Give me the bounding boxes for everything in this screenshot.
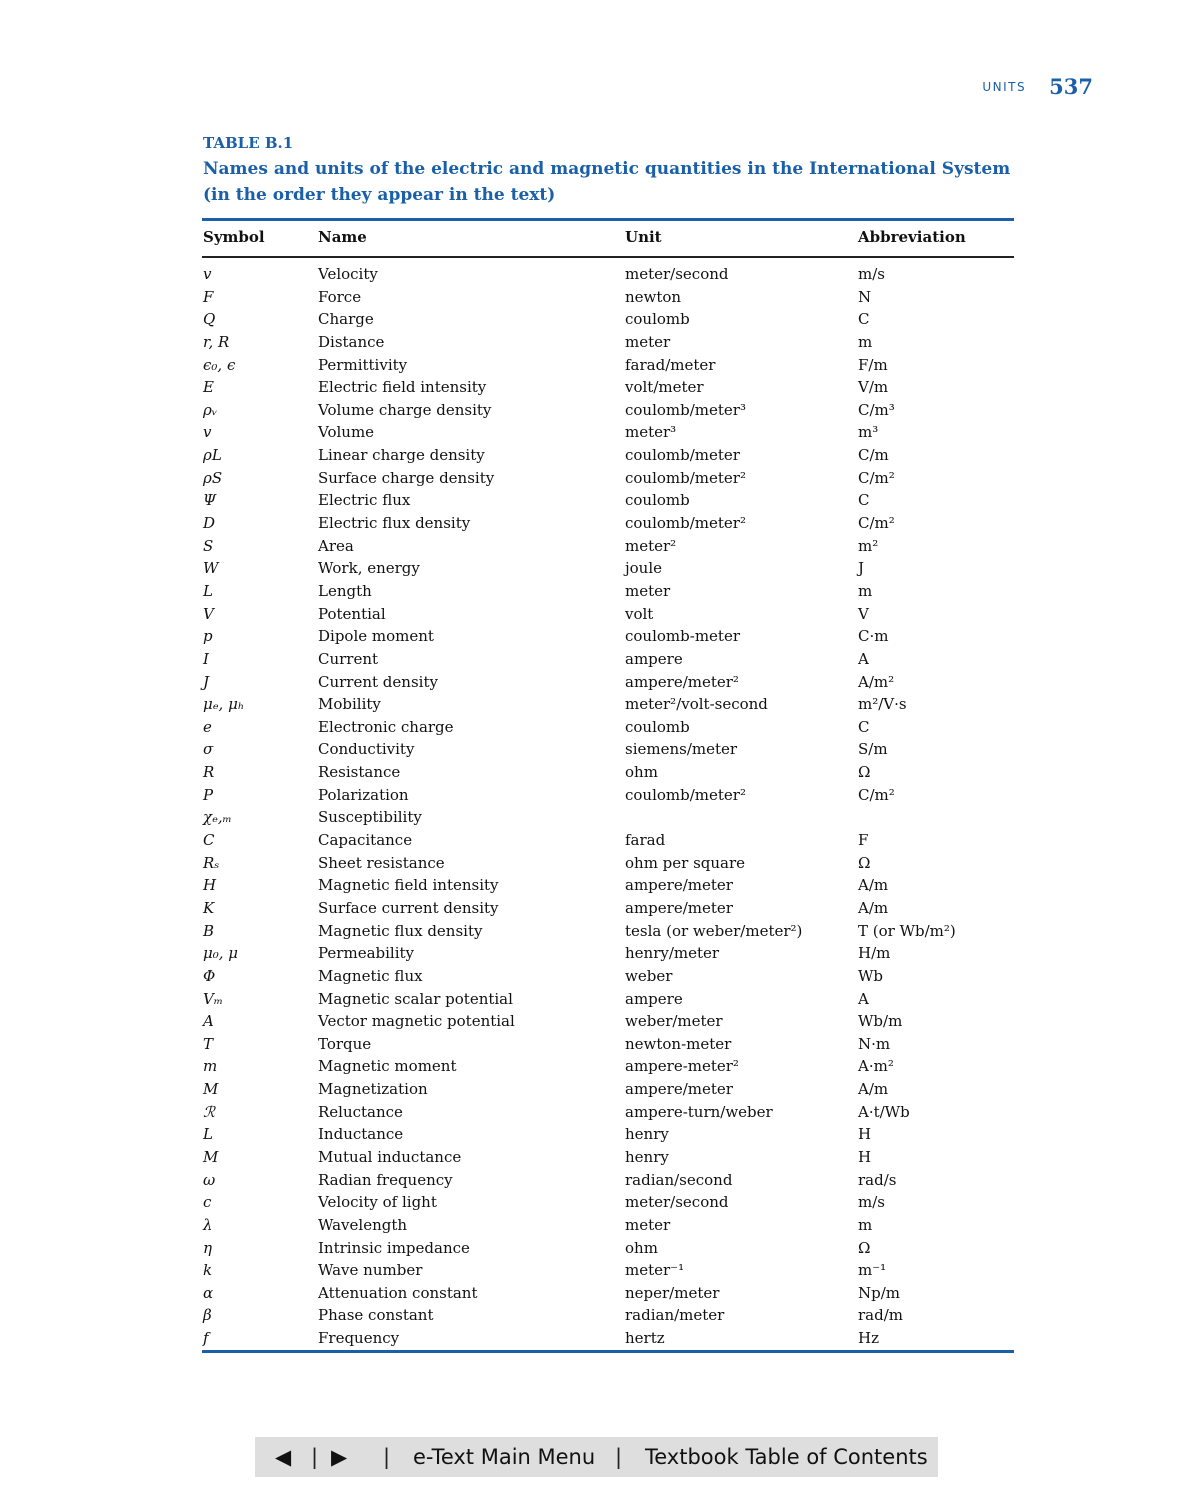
name-cell: Surface charge density	[318, 468, 495, 487]
symbol-cell: Rₛ	[203, 853, 220, 872]
symbol-cell: σ	[203, 740, 214, 759]
abbreviation-cell: Hz	[858, 1329, 879, 1348]
unit-cell: ohm	[625, 763, 658, 782]
symbol-cell: C	[203, 831, 215, 850]
abbreviation-cell: A·m²	[858, 1057, 894, 1076]
name-cell: Reluctance	[318, 1102, 403, 1121]
name-cell: Force	[318, 287, 362, 306]
symbol-cell: η	[203, 1238, 212, 1257]
name-cell: Magnetic field intensity	[318, 876, 499, 895]
name-cell: Magnetization	[318, 1080, 428, 1099]
table-row	[0, 694, 1200, 717]
next-page-icon[interactable]: ▶	[331, 1445, 348, 1469]
symbol-cell: μ₀, μ	[203, 944, 239, 963]
abbreviation-cell: T (or Wb/m²)	[858, 921, 956, 940]
table-caption: Names and units of the electric and magnetic quantities in the International System (in the order they appear in the text)	[203, 159, 1011, 205]
name-cell: Susceptibility	[318, 808, 422, 827]
symbol-cell: ℛ	[203, 1102, 215, 1121]
nav-separator: |	[383, 1445, 391, 1469]
name-cell: Volume charge density	[318, 400, 492, 419]
table-row	[0, 830, 1200, 853]
unit-cell: coulomb	[625, 491, 690, 510]
symbol-cell: Ψ	[203, 491, 217, 510]
name-cell: Velocity of light	[318, 1193, 437, 1212]
unit-cell: coulomb/meter³	[625, 400, 746, 419]
abbreviation-cell: A/m	[858, 876, 889, 895]
name-cell: Magnetic scalar potential	[318, 989, 513, 1008]
unit-cell: coulomb/meter²	[625, 468, 746, 487]
abbreviation-cell: J	[858, 559, 865, 578]
unit-cell: coulomb	[625, 310, 690, 329]
column-header-abbreviation: Abbreviation	[858, 228, 966, 246]
unit-cell: ampere	[625, 649, 683, 668]
unit-cell: radian/second	[625, 1170, 733, 1189]
column-header-symbol: Symbol	[203, 228, 265, 246]
table-row	[0, 287, 1200, 310]
name-cell: Distance	[318, 332, 385, 351]
table-row	[0, 943, 1200, 966]
unit-cell: weber	[625, 966, 673, 985]
name-cell: Permittivity	[318, 355, 408, 374]
unit-cell: neper/meter	[625, 1283, 720, 1302]
table-row	[0, 536, 1200, 559]
table-row	[0, 1011, 1200, 1034]
abbreviation-cell: Ω	[858, 853, 871, 872]
symbol-cell: H	[203, 876, 217, 895]
symbol-cell: J	[203, 672, 210, 691]
table-row	[0, 1305, 1200, 1328]
table-row	[0, 332, 1200, 355]
abbreviation-cell: V	[858, 604, 869, 623]
name-cell: Current	[318, 649, 379, 668]
column-header-name: Name	[318, 228, 367, 246]
symbol-cell: e	[203, 717, 212, 736]
unit-cell: meter²	[625, 536, 677, 555]
table-row	[0, 807, 1200, 830]
unit-cell: ohm per square	[625, 853, 746, 872]
navigation-bar	[255, 1437, 938, 1477]
abbreviation-cell: A/m	[858, 1080, 889, 1099]
abbreviation-cell: C·m	[858, 627, 889, 646]
symbol-cell: K	[203, 898, 215, 917]
abbreviation-cell: A	[858, 649, 869, 668]
symbol-cell: k	[203, 1261, 213, 1280]
name-cell: Dipole moment	[318, 627, 434, 646]
name-cell: Surface current density	[318, 898, 499, 917]
table-header-row	[0, 228, 1200, 250]
abbreviation-cell: C	[858, 717, 870, 736]
unit-cell: henry	[625, 1125, 669, 1144]
symbol-cell: A	[203, 1012, 214, 1031]
symbol-cell: L	[203, 581, 213, 600]
symbol-cell: P	[203, 785, 214, 804]
symbol-cell: T	[203, 1034, 214, 1053]
unit-cell: meter³	[625, 423, 677, 442]
symbol-cell: M	[203, 1080, 219, 1099]
abbreviation-cell: C/m²	[858, 468, 895, 487]
abbreviation-cell: Wb/m	[858, 1012, 903, 1031]
symbol-cell: λ	[203, 1215, 213, 1234]
nav-separator: |	[311, 1445, 319, 1469]
unit-cell: meter	[625, 1215, 671, 1234]
table-row	[0, 1238, 1200, 1261]
table-row	[0, 1215, 1200, 1238]
etext-main-menu-link[interactable]: e-Text Main Menu	[413, 1445, 596, 1469]
table-row	[0, 513, 1200, 536]
unit-cell: siemens/meter	[625, 740, 738, 759]
unit-cell: meter/second	[625, 265, 729, 283]
abbreviation-cell: A·t/Wb	[858, 1102, 910, 1121]
abbreviation-cell: H	[858, 1147, 872, 1166]
abbreviation-cell: S/m	[858, 740, 888, 759]
name-cell: Polarization	[318, 785, 409, 804]
table-row	[0, 1079, 1200, 1102]
abbreviation-cell: m	[858, 332, 873, 351]
unit-cell: weber/meter	[625, 1012, 723, 1031]
table-row	[0, 626, 1200, 649]
abbreviation-cell: m³	[858, 423, 879, 442]
table-row	[0, 445, 1200, 468]
name-cell: Sheet resistance	[318, 853, 445, 872]
table-row	[0, 1034, 1200, 1057]
symbol-cell: β	[203, 1306, 212, 1325]
abbreviation-cell: C/m³	[858, 400, 895, 419]
table-row	[0, 898, 1200, 921]
symbol-cell: ω	[203, 1170, 216, 1189]
unit-cell: ohm	[625, 1238, 658, 1257]
name-cell: Frequency	[318, 1329, 400, 1348]
symbol-cell: Φ	[203, 966, 216, 985]
table-body	[0, 264, 1200, 1351]
table-row	[0, 1260, 1200, 1283]
abbreviation-cell: H	[858, 1125, 872, 1144]
unit-cell: ampere/meter	[625, 1080, 733, 1099]
column-header-unit: Unit	[625, 228, 662, 246]
symbol-cell: χₑ,ₘ	[203, 808, 232, 827]
name-cell: Mobility	[318, 695, 381, 714]
unit-cell: ampere	[625, 989, 683, 1008]
symbol-cell: ϵ₀, ϵ	[203, 355, 236, 374]
table-label: TABLE B.1	[203, 134, 294, 152]
symbol-cell: M	[203, 1147, 219, 1166]
abbreviation-cell: m/s	[858, 265, 885, 283]
symbol-cell: v	[203, 423, 212, 442]
table-row	[0, 989, 1200, 1012]
abbreviation-cell: C/m²	[858, 785, 895, 804]
table-row	[0, 490, 1200, 513]
abbreviation-cell: N	[858, 287, 872, 306]
unit-cell: meter²/volt-second	[625, 695, 768, 714]
table-row	[0, 264, 1200, 287]
table-row	[0, 762, 1200, 785]
table-row	[0, 468, 1200, 491]
name-cell: Inductance	[318, 1125, 404, 1144]
table-row	[0, 400, 1200, 423]
table-row	[0, 309, 1200, 332]
unit-cell: farad	[625, 831, 666, 850]
name-cell: Permeability	[318, 944, 415, 963]
symbol-cell: ρL	[203, 446, 222, 465]
table-row	[0, 921, 1200, 944]
abbreviation-cell: m⁻¹	[858, 1261, 887, 1280]
abbreviation-cell: rad/s	[858, 1170, 897, 1189]
unit-cell: ampere-meter²	[625, 1057, 739, 1076]
abbreviation-cell: C	[858, 491, 870, 510]
table-row	[0, 785, 1200, 808]
unit-cell: ampere/meter²	[625, 672, 739, 691]
name-cell: Velocity	[318, 265, 378, 283]
symbol-cell: Vₘ	[203, 989, 224, 1008]
abbreviation-cell: A	[858, 989, 869, 1008]
name-cell: Electronic charge	[318, 717, 454, 736]
symbol-cell: R	[203, 763, 215, 782]
table-row	[0, 422, 1200, 445]
name-cell: Radian frequency	[318, 1170, 453, 1189]
symbol-cell: D	[203, 514, 216, 533]
table-row	[0, 604, 1200, 627]
abbreviation-cell: m	[858, 581, 873, 600]
unit-cell: newton-meter	[625, 1034, 732, 1053]
abbreviation-cell: rad/m	[858, 1306, 903, 1325]
name-cell: Resistance	[318, 763, 401, 782]
table-top-rule	[202, 218, 1014, 221]
name-cell: Current density	[318, 672, 438, 691]
abbreviation-cell: m²	[858, 536, 879, 555]
abbreviation-cell: C/m²	[858, 514, 895, 533]
abbreviation-cell: C/m	[858, 446, 889, 465]
name-cell: Area	[318, 536, 354, 555]
unit-cell: meter	[625, 332, 671, 351]
unit-cell: joule	[625, 559, 663, 578]
table-bottom-rule	[202, 1350, 1014, 1353]
name-cell: Length	[318, 581, 372, 600]
table-row	[0, 1170, 1200, 1193]
symbol-cell: m	[203, 1057, 218, 1076]
running-head: UNITS	[982, 80, 1027, 94]
symbol-cell: r, R	[203, 332, 230, 351]
symbol-cell: I	[203, 649, 209, 668]
nav-separator: |	[615, 1445, 623, 1469]
table-row	[0, 1283, 1200, 1306]
previous-page-icon[interactable]: ◀	[275, 1445, 292, 1469]
symbol-cell: S	[203, 536, 214, 555]
symbol-cell: Q	[203, 310, 216, 329]
unit-cell: ampere/meter	[625, 898, 733, 917]
table-row	[0, 1192, 1200, 1215]
unit-cell: henry/meter	[625, 944, 720, 963]
abbreviation-cell: N·m	[858, 1034, 891, 1053]
abbreviation-cell: C	[858, 310, 870, 329]
unit-cell: hertz	[625, 1329, 665, 1348]
table-row	[0, 1147, 1200, 1170]
name-cell: Vector magnetic potential	[318, 1012, 515, 1031]
table-row	[0, 717, 1200, 740]
unit-cell: tesla (or weber/meter²)	[625, 921, 803, 940]
table-row	[0, 1102, 1200, 1125]
unit-cell: radian/meter	[625, 1306, 725, 1325]
unit-cell: meter	[625, 581, 671, 600]
name-cell: Charge	[318, 310, 374, 329]
table-row	[0, 875, 1200, 898]
name-cell: Potential	[318, 604, 386, 623]
table-header-rule	[202, 256, 1014, 258]
name-cell: Wavelength	[318, 1215, 408, 1234]
name-cell: Electric field intensity	[318, 378, 487, 397]
name-cell: Attenuation constant	[318, 1283, 478, 1302]
abbreviation-cell: Np/m	[858, 1283, 901, 1302]
symbol-cell: p	[203, 627, 213, 646]
symbol-cell: F	[203, 287, 214, 306]
unit-cell: meter⁻¹	[625, 1261, 685, 1280]
unit-cell: coulomb	[625, 717, 690, 736]
table-row	[0, 853, 1200, 876]
name-cell: Phase constant	[318, 1306, 434, 1325]
unit-cell: meter/second	[625, 1193, 729, 1212]
symbol-cell: E	[203, 378, 214, 397]
unit-cell: coulomb/meter	[625, 446, 740, 465]
name-cell: Magnetic moment	[318, 1057, 457, 1076]
abbreviation-cell: H/m	[858, 944, 891, 963]
unit-cell: ampere/meter	[625, 876, 733, 895]
name-cell: Volume	[318, 423, 375, 442]
abbreviation-cell: A/m	[858, 898, 889, 917]
name-cell: Capacitance	[318, 831, 413, 850]
name-cell: Intrinsic impedance	[318, 1238, 470, 1257]
unit-cell: volt	[625, 604, 654, 623]
table-row	[0, 739, 1200, 762]
abbreviation-cell: Wb	[858, 966, 884, 985]
abbreviation-cell: A/m²	[858, 672, 895, 691]
abbreviation-cell: F	[858, 831, 869, 850]
table-row	[0, 377, 1200, 400]
table-row	[0, 1056, 1200, 1079]
name-cell: Magnetic flux density	[318, 921, 483, 940]
abbreviation-cell: m	[858, 1215, 873, 1234]
unit-cell: henry	[625, 1147, 669, 1166]
unit-cell: newton	[625, 287, 682, 306]
name-cell: Mutual inductance	[318, 1147, 462, 1166]
page-header	[982, 74, 1093, 99]
table-of-contents-link[interactable]: Textbook Table of Contents	[645, 1445, 928, 1469]
symbol-cell: c	[203, 1193, 212, 1212]
table-row	[0, 1124, 1200, 1147]
table-row	[0, 966, 1200, 989]
unit-cell: coulomb-meter	[625, 627, 740, 646]
table-row	[0, 581, 1200, 604]
unit-cell: volt/meter	[625, 378, 704, 397]
unit-cell: coulomb/meter²	[625, 785, 746, 804]
name-cell: Electric flux	[318, 491, 411, 510]
table-row	[0, 672, 1200, 695]
table-row	[0, 649, 1200, 672]
unit-cell: ampere-turn/weber	[625, 1102, 773, 1121]
symbol-cell: ρS	[203, 468, 223, 487]
table-row	[0, 1328, 1200, 1351]
abbreviation-cell: m/s	[858, 1193, 885, 1212]
name-cell: Wave number	[318, 1261, 423, 1280]
symbol-cell: V	[203, 604, 214, 623]
symbol-cell: α	[203, 1283, 214, 1302]
name-cell: Electric flux density	[318, 514, 471, 533]
name-cell: Conductivity	[318, 740, 415, 759]
unit-cell: farad/meter	[625, 355, 716, 374]
name-cell: Magnetic flux	[318, 966, 423, 985]
unit-cell: coulomb/meter²	[625, 514, 746, 533]
table-row	[0, 355, 1200, 378]
abbreviation-cell: V/m	[858, 378, 889, 397]
abbreviation-cell: m²/V·s	[858, 695, 907, 714]
abbreviation-cell: F/m	[858, 355, 888, 374]
symbol-cell: f	[203, 1329, 209, 1348]
symbol-cell: W	[203, 559, 219, 578]
name-cell: Linear charge density	[318, 446, 485, 465]
table-row	[0, 558, 1200, 581]
symbol-cell: B	[203, 921, 215, 940]
symbol-cell: L	[203, 1125, 213, 1144]
abbreviation-cell: Ω	[858, 1238, 871, 1257]
abbreviation-cell: Ω	[858, 763, 871, 782]
name-cell: Torque	[318, 1034, 372, 1053]
page-number: 537	[1049, 74, 1093, 99]
symbol-cell: ρᵥ	[203, 400, 218, 419]
symbol-cell: v	[203, 265, 212, 283]
name-cell: Work, energy	[318, 559, 420, 578]
symbol-cell: μₑ, μₕ	[203, 695, 245, 714]
